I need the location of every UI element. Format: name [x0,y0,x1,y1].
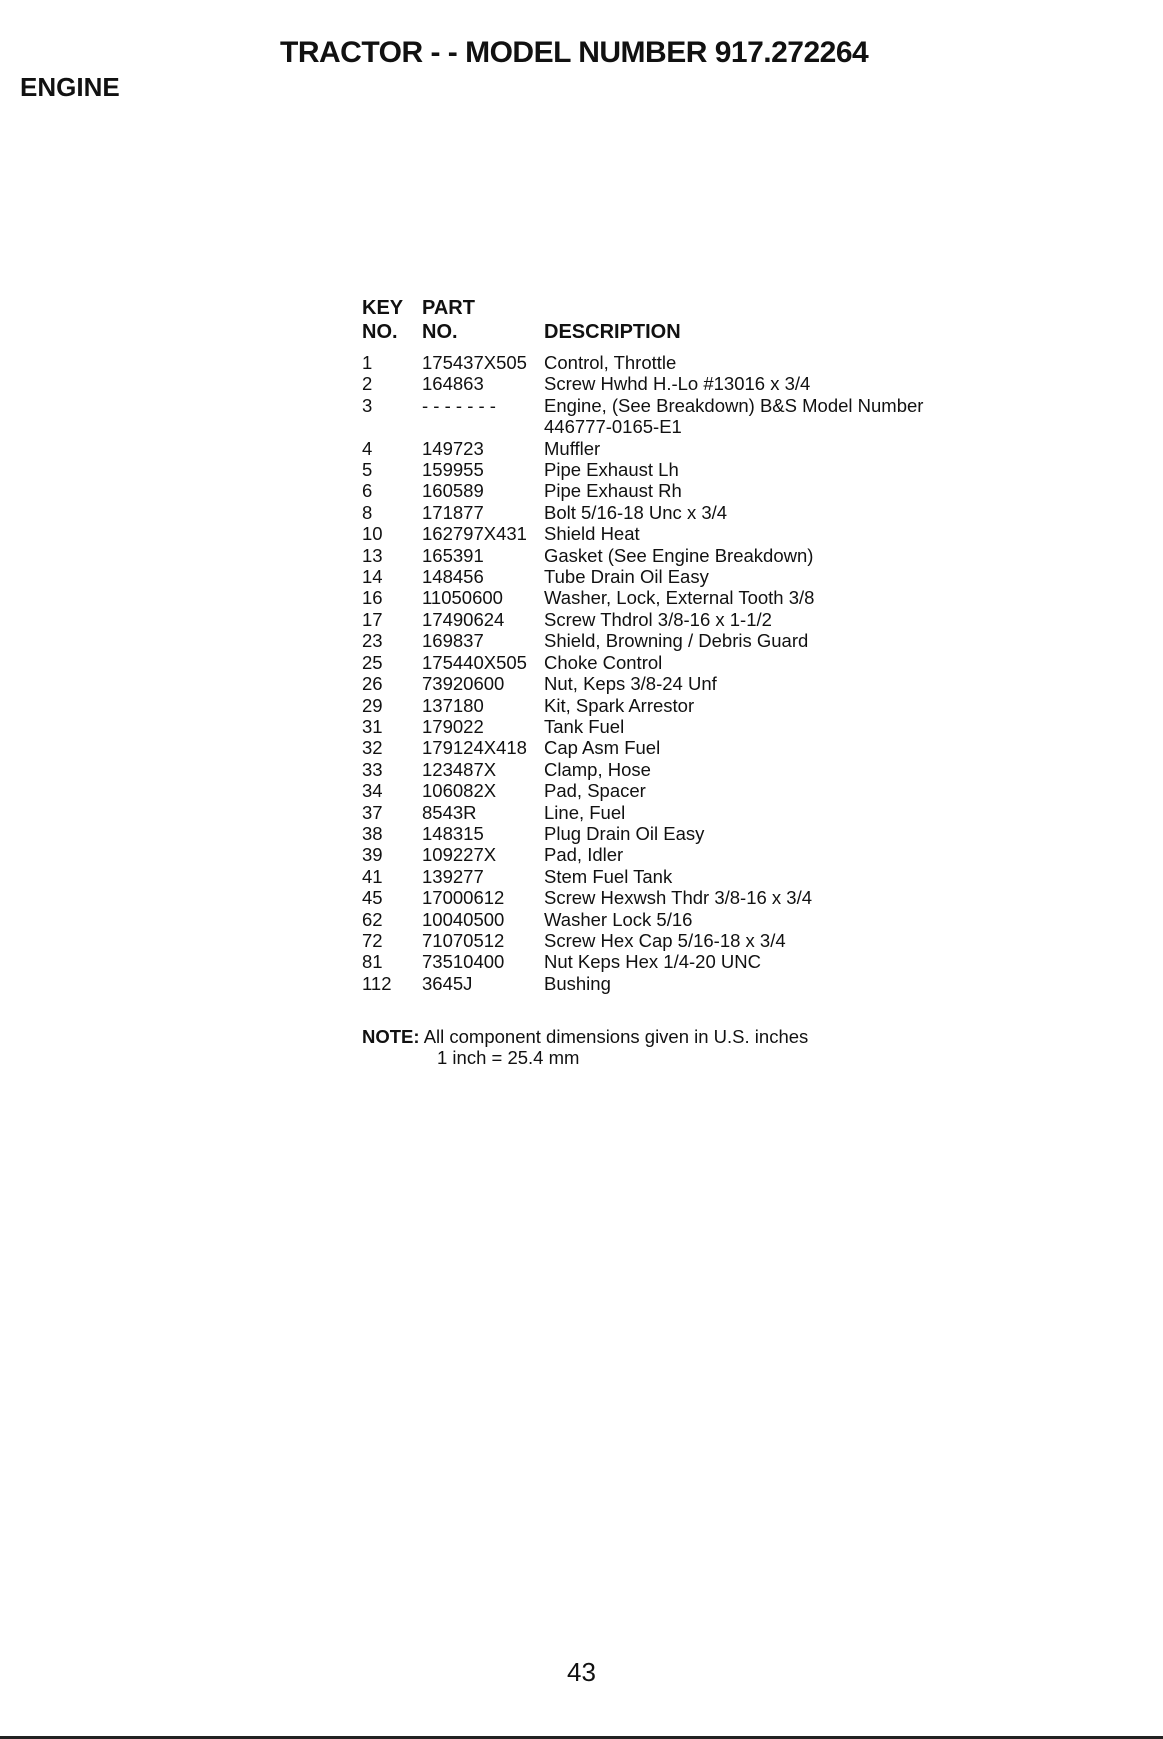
note-label: NOTE: [362,1026,420,1047]
table-row [362,373,923,394]
part-number: 73920600 [422,673,505,695]
table-row [362,545,923,566]
description-text: Choke Control [544,651,663,673]
table-row [362,909,923,930]
part-number: - - - - - - - [422,394,496,416]
parts-list-header-bottom [362,320,923,344]
table-row [362,866,923,887]
table-row [362,587,923,608]
part-description [544,480,682,501]
description-text: Screw Hexwsh Thdr 3/8-16 x 3/4 [544,887,813,909]
key-number: 62 [362,908,383,930]
part-number: 3645J [422,972,473,994]
part-number: 169837 [422,630,484,652]
description-text: Washer, Lock, External Tooth 3/8 [544,587,815,609]
description-text: Nut Keps Hex 1/4-20 UNC [544,951,761,973]
description-text: Cap Asm Fuel [544,737,661,759]
description-text: Clamp, Hose [544,758,651,780]
key-number: 41 [362,865,383,887]
table-row [362,609,923,630]
part-number: 159955 [422,459,484,481]
key-number: 34 [362,780,383,802]
description-text: Shield, Browning / Debris Guard [544,630,809,652]
parts-rows [362,352,923,994]
part-number: 165391 [422,544,484,566]
key-number: 45 [362,887,383,909]
table-row [362,352,923,373]
table-row [362,887,923,908]
table-row [362,951,923,972]
description-text: Kit, Spark Arrestor [544,694,695,716]
part-number: 17000612 [422,887,505,909]
key-number: 10 [362,523,383,545]
part-description [544,352,676,373]
description-text: Gasket (See Engine Breakdown) [544,544,814,566]
key-number: 31 [362,715,383,737]
part-description [544,630,808,651]
key-number: 13 [362,544,383,566]
table-row [362,438,923,459]
note [362,1026,808,1069]
key-number: 6 [362,480,373,502]
table-row [362,759,923,780]
key-number: 14 [362,566,383,588]
part-description [544,823,704,844]
note-text: All component dimensions given in U.S. inches [423,1026,809,1047]
part-number: 175437X505 [422,352,527,373]
part-description [544,695,694,716]
description-text: Shield Heat [544,523,640,545]
part-no-header: NO. [422,321,458,343]
parts-list [362,296,923,994]
description-text: Bolt 5/16-18 Unc x 3/4 [544,501,728,523]
table-row [362,695,923,716]
description-text: Nut, Keps 3/8-24 Unf [544,673,717,695]
part-description [544,909,692,930]
description-text: Washer Lock 5/16 [544,908,693,930]
description-text: Line, Fuel [544,801,626,823]
description-text: Control, Throttle [544,352,677,373]
table-row [362,673,923,694]
part-number: 137180 [422,694,484,716]
part-number: 171877 [422,501,484,523]
description-text: Tank Fuel [544,715,625,737]
description-continuation: 446777-0165-E1 [544,416,682,438]
key-number: 26 [362,673,383,695]
part-description [544,737,660,758]
part-number: 139277 [422,865,484,887]
part-description [544,373,810,394]
part-description [544,523,640,544]
key-number: 17 [362,608,383,630]
part-number: 164863 [422,373,484,395]
part-description [544,866,672,887]
part-number: 106082X [422,780,497,802]
key-number: 33 [362,758,383,780]
description-text: Pipe Exhaust Rh [544,480,682,502]
part-description [544,395,923,438]
description-text: Tube Drain Oil Easy [544,566,709,588]
part-description [544,566,709,587]
table-row [362,459,923,480]
table-row [362,780,923,801]
part-description [544,716,624,737]
description-text: Engine, (See Breakdown) B&S Model Number [544,394,924,416]
part-number: 8543R [422,801,477,823]
key-number: 39 [362,844,383,866]
description-text: Pipe Exhaust Lh [544,459,679,481]
part-description [544,930,786,951]
part-description [544,587,814,608]
part-description [544,844,623,865]
description-text: Screw Hex Cap 5/16-18 x 3/4 [544,929,786,951]
key-number: 16 [362,587,383,609]
description-text: Screw Hwhd H.-Lo #13016 x 3/4 [544,373,811,395]
part-description [544,802,625,823]
part-description [544,951,761,972]
page-number: 43 [567,1657,596,1687]
table-row [362,630,923,651]
table-row [362,502,923,523]
key-number: 3 [362,394,373,416]
part-description [544,780,646,801]
note-conversion: 1 inch = 25.4 mm [437,1047,580,1069]
key-number: 5 [362,459,373,481]
description-text: Plug Drain Oil Easy [544,822,705,844]
parts-list-header-top [362,296,923,320]
key-number: 37 [362,801,383,823]
part-number: 179124X418 [422,737,527,759]
key-number: 2 [362,373,373,395]
description-text: Pad, Idler [544,844,624,866]
key-header: KEY [362,297,404,319]
part-header: PART [422,297,475,319]
key-number: 38 [362,822,383,844]
part-number: 73510400 [422,951,505,973]
part-number: 179022 [422,715,484,737]
part-description [544,887,812,908]
description-text: Bushing [544,972,611,994]
part-description [544,759,651,780]
key-number: 25 [362,651,383,673]
table-row [362,480,923,501]
key-number: 72 [362,929,383,951]
table-row [362,395,923,438]
part-description [544,673,717,694]
table-row [362,930,923,951]
part-number: 160589 [422,480,484,502]
part-number: 109227X [422,844,497,866]
part-description [544,459,679,480]
table-row [362,566,923,587]
key-number: 23 [362,630,383,652]
table-row [362,823,923,844]
table-row [362,716,923,737]
part-number: 149723 [422,437,484,459]
description-text: Stem Fuel Tank [544,865,673,887]
table-row [362,737,923,758]
table-row [362,844,923,865]
key-number: 112 [362,972,392,994]
part-description [544,652,662,673]
part-number: 175440X505 [422,651,527,673]
part-number: 71070512 [422,929,505,951]
part-number: 148456 [422,566,484,588]
key-number: 4 [362,437,373,459]
part-number: 162797X431 [422,523,527,545]
key-number: 32 [362,737,383,759]
key-no-header: NO. [362,321,398,343]
description-header: DESCRIPTION [544,321,681,343]
part-description [544,545,813,566]
part-number: 123487X [422,758,497,780]
part-description [544,438,600,459]
key-number: 1 [362,352,373,373]
part-number: 11050600 [422,587,503,609]
part-description [544,973,611,994]
key-number: 81 [362,951,383,973]
page-title: TRACTOR - - MODEL NUMBER 917.272264 [280,36,869,69]
table-row [362,652,923,673]
key-number: 29 [362,694,383,716]
table-row [362,973,923,994]
description-text: Screw Thdrol 3/8-16 x 1-1/2 [544,608,772,630]
part-number: 10040500 [422,908,505,930]
part-description [544,609,772,630]
part-description [544,502,727,523]
description-text: Muffler [544,437,601,459]
table-row [362,523,923,544]
section-heading: ENGINE [20,72,120,102]
key-number: 8 [362,501,373,523]
table-row [362,802,923,823]
part-number: 17490624 [422,608,505,630]
description-text: Pad, Spacer [544,780,646,802]
part-number: 148315 [422,822,484,844]
